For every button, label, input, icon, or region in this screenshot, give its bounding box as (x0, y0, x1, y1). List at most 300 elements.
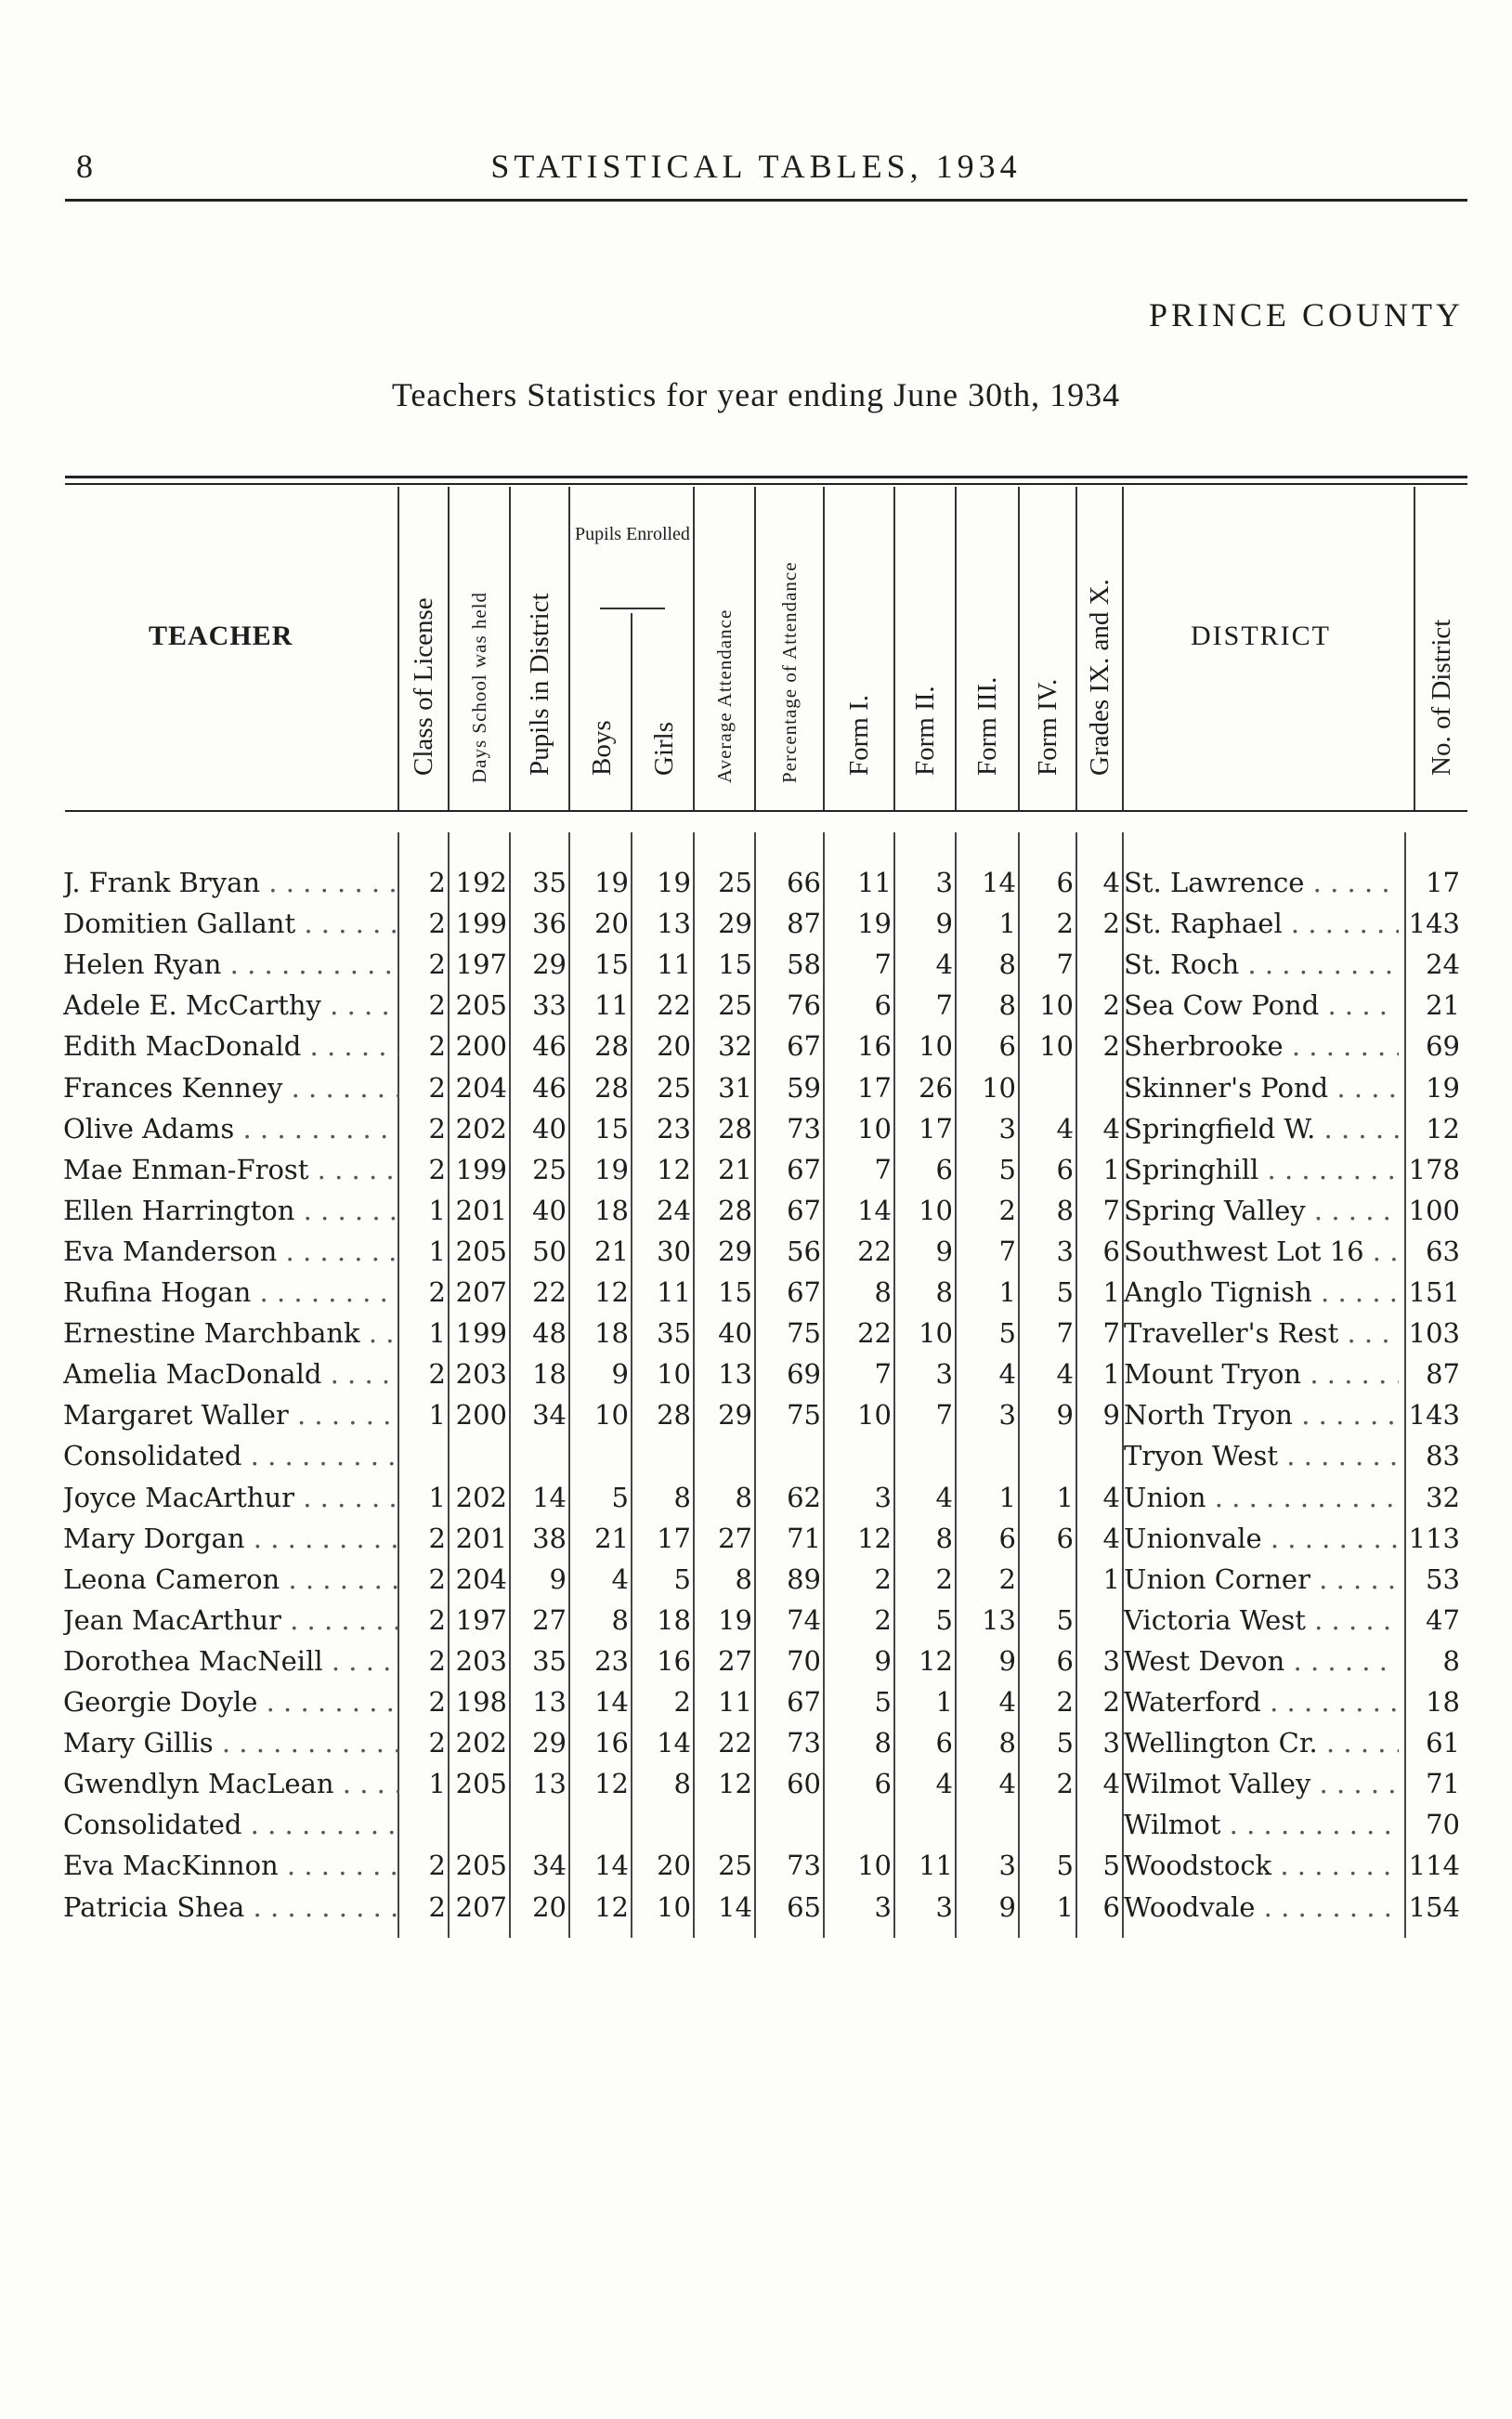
form4-cell: 4 (1056, 1112, 1074, 1144)
form1-cell: 17 (857, 1071, 892, 1104)
teacher-name-cell: Consolidated . . . (63, 1804, 399, 1845)
district-name-cell: Wilmot Valley . . . (1124, 1763, 1399, 1804)
girls-cell: 23 (657, 1112, 691, 1144)
grades-cell: 2 (1102, 1686, 1120, 1718)
form1-cell: 22 (857, 1317, 892, 1350)
boys-cell: 16 (594, 1727, 629, 1759)
girls-cell: 8 (673, 1768, 691, 1800)
form3-cell: 5 (998, 1317, 1016, 1350)
district-name-cell: Springfield W. . . . (1124, 1108, 1399, 1149)
boys-cell: 18 (594, 1317, 629, 1350)
grades-cell: 4 (1102, 867, 1120, 898)
girls-cell: 14 (657, 1727, 691, 1759)
boys-cell: 21 (594, 1235, 629, 1267)
form4-cell: 9 (1056, 1399, 1074, 1432)
teacher-name-cell: Georgie Doyle . . . (63, 1681, 399, 1722)
table-top-rule (65, 476, 1467, 478)
license-column-header: Class of License (398, 487, 448, 810)
days-cell: 199 (455, 1317, 507, 1350)
teacher-name-cell: Frances Kenney . . . (63, 1067, 399, 1108)
grades-cell: 1 (1102, 1153, 1120, 1185)
district-name-cell: Victoria West . . . (1124, 1600, 1399, 1641)
teacher-name-cell: Helen Ryan . . . (63, 944, 399, 985)
table-row (0, 1353, 1512, 1394)
district-number-cell: 71 (1426, 1768, 1460, 1800)
percentage-cell: 67 (787, 1276, 821, 1308)
table-row (0, 1067, 1512, 1108)
table-row (0, 1272, 1512, 1313)
license-cell: 2 (428, 989, 446, 1022)
district-name-cell: Woodstock . . . (1124, 1845, 1399, 1886)
district-name-cell: Unionvale . . . (1124, 1518, 1399, 1559)
district-name-cell: Waterford . . . (1124, 1681, 1399, 1722)
district-number-column-header: No. of District (1414, 487, 1467, 810)
pupils-cell: 36 (532, 908, 567, 940)
average-attendance-cell: 19 (718, 1603, 752, 1636)
boys-cell: 10 (594, 1399, 629, 1432)
percentage-cell: 65 (787, 1890, 821, 1923)
teacher-name-cell: Ernestine Marchbank . . . (63, 1313, 399, 1353)
form3-cell: 1 (998, 1481, 1016, 1513)
pupils-cell: 46 (532, 1030, 567, 1063)
table-row (0, 1722, 1512, 1763)
pupils-cell: 48 (532, 1317, 567, 1350)
pupils-cell: 13 (532, 1686, 567, 1718)
form4-column-header: Form IV. (1018, 487, 1075, 810)
form4-cell: 6 (1056, 1153, 1074, 1185)
form3-cell: 6 (998, 1030, 1016, 1063)
district-number-cell: 19 (1426, 1071, 1460, 1104)
form2-cell: 10 (919, 1030, 953, 1063)
average-attendance-cell: 8 (735, 1563, 752, 1595)
district-name-cell: Southwest Lot 16 . . . (1124, 1231, 1399, 1272)
form2-cell: 9 (935, 908, 953, 940)
form3-cell: 9 (998, 1890, 1016, 1923)
form2-cell: 10 (919, 1317, 953, 1350)
table-row (0, 1026, 1512, 1066)
district-number-cell: 12 (1426, 1112, 1460, 1144)
percentage-cell: 76 (787, 989, 821, 1022)
table-row (0, 1804, 1512, 1845)
pupils-cell: 14 (532, 1481, 567, 1513)
form3-cell: 8 (998, 989, 1016, 1022)
pupils-cell: 33 (532, 989, 567, 1022)
district-number-cell: 151 (1408, 1276, 1460, 1308)
form4-cell: 10 (1039, 989, 1074, 1022)
teacher-name-cell: Rufina Hogan . . . (63, 1272, 399, 1313)
days-cell: 202 (455, 1481, 507, 1513)
days-cell: 202 (455, 1727, 507, 1759)
district-name-cell: St. Roch . . . (1124, 944, 1399, 985)
form3-cell: 2 (998, 1563, 1016, 1595)
form2-cell: 8 (935, 1276, 953, 1308)
district-name-cell: Tryon West . . . (1124, 1435, 1399, 1476)
county-heading: PRINCE COUNTY (1148, 296, 1464, 333)
license-cell: 1 (428, 1194, 446, 1226)
form4-cell: 2 (1056, 1768, 1074, 1800)
pupils-cell: 34 (532, 1399, 567, 1432)
district-number-cell: 53 (1426, 1563, 1460, 1595)
table-row (0, 1149, 1512, 1190)
percentage-cell: 87 (787, 908, 821, 940)
days-column-header: Days School was held (448, 487, 509, 810)
district-number-cell: 63 (1426, 1235, 1460, 1267)
pupils-cell: 25 (532, 1153, 567, 1185)
girls-cell: 24 (657, 1194, 691, 1226)
percentage-cell: 73 (787, 1112, 821, 1144)
grades-cell: 3 (1102, 1644, 1120, 1677)
average-attendance-cell: 13 (718, 1358, 752, 1391)
girls-cell: 5 (673, 1563, 691, 1595)
teacher-name-cell: Mary Gillis . . . (63, 1722, 399, 1763)
grades-cell: 1 (1102, 1358, 1120, 1391)
girls-cell: 18 (657, 1603, 691, 1636)
license-cell: 2 (428, 1603, 446, 1636)
form1-cell: 19 (857, 908, 892, 940)
district-name-cell: Mount Tryon . . . (1124, 1353, 1399, 1394)
form1-cell: 7 (874, 1358, 892, 1391)
district-number-cell: 8 (1442, 1644, 1460, 1677)
form1-cell: 9 (874, 1644, 892, 1677)
average-attendance-cell: 29 (718, 1399, 752, 1432)
boys-cell: 20 (594, 908, 629, 940)
form1-cell: 7 (874, 1153, 892, 1185)
district-number-cell: 103 (1408, 1317, 1460, 1350)
average-attendance-cell: 28 (718, 1194, 752, 1226)
district-number-cell: 61 (1426, 1727, 1460, 1759)
days-cell: 204 (455, 1071, 507, 1104)
license-cell: 2 (428, 908, 446, 940)
days-cell: 205 (455, 1768, 507, 1800)
days-cell: 203 (455, 1358, 507, 1391)
days-cell: 197 (455, 948, 507, 981)
average-attendance-cell: 11 (718, 1686, 752, 1718)
table-row (0, 1681, 1512, 1722)
girls-cell: 25 (657, 1071, 691, 1104)
form2-cell: 4 (935, 1481, 953, 1513)
boys-cell: 14 (594, 1686, 629, 1718)
form3-cell: 1 (998, 908, 1016, 940)
form3-cell: 4 (998, 1768, 1016, 1800)
days-cell: 204 (455, 1563, 507, 1595)
teacher-name-cell: Dorothea MacNeill . . . (63, 1641, 399, 1681)
form2-cell: 1 (935, 1686, 953, 1718)
grades-cell: 4 (1102, 1522, 1120, 1554)
form2-cell: 7 (935, 989, 953, 1022)
boys-cell: 28 (594, 1030, 629, 1063)
form2-cell: 2 (935, 1563, 953, 1595)
district-name-cell: Wellington Cr. . . . (1124, 1722, 1399, 1763)
days-cell: 201 (455, 1522, 507, 1554)
pupils-cell: 27 (532, 1603, 567, 1636)
days-cell: 202 (455, 1112, 507, 1144)
form1-cell: 8 (874, 1276, 892, 1308)
district-name-cell: Union Corner . . . (1124, 1559, 1399, 1600)
table-row (0, 1887, 1512, 1928)
grades-cell: 1 (1102, 1563, 1120, 1595)
grades-cell: 2 (1102, 1030, 1120, 1063)
district-number-cell: 69 (1426, 1030, 1460, 1063)
form1-column-header: Form I. (823, 487, 893, 810)
boys-cell: 12 (594, 1768, 629, 1800)
district-number-cell: 21 (1426, 989, 1460, 1022)
form2-cell: 4 (935, 948, 953, 981)
page-number: 8 (76, 148, 93, 185)
district-number-cell: 143 (1408, 908, 1460, 940)
percentage-cell: 66 (787, 867, 821, 898)
days-cell: 205 (455, 1235, 507, 1267)
percentage-cell: 73 (787, 1727, 821, 1759)
percentage-attendance-column-header: Percentage of Attendance (754, 487, 823, 810)
average-attendance-cell: 29 (718, 908, 752, 940)
pupils-cell: 18 (532, 1358, 567, 1391)
girls-cell: 8 (673, 1481, 691, 1513)
teacher-name-cell: Domitien Gallant . . . (63, 903, 399, 944)
days-cell: 205 (455, 1850, 507, 1882)
average-attendance-cell: 29 (718, 1235, 752, 1267)
boys-cell: 15 (594, 1112, 629, 1144)
boys-cell: 4 (611, 1563, 629, 1595)
table-row (0, 1600, 1512, 1641)
grades-column-header: Grades IX. and X. (1075, 487, 1122, 810)
average-attendance-cell: 25 (718, 989, 752, 1022)
district-number-cell: 18 (1426, 1686, 1460, 1718)
girls-cell: 11 (657, 1276, 691, 1308)
boys-cell: 23 (594, 1644, 629, 1677)
form4-cell: 7 (1056, 948, 1074, 981)
license-cell: 1 (428, 1768, 446, 1800)
form1-cell: 11 (857, 867, 892, 898)
teacher-name-cell: Gwendlyn MacLean . . . (63, 1763, 399, 1804)
teacher-name-cell: Amelia MacDonald . . . (63, 1353, 399, 1394)
district-name-cell: Union . . . (1124, 1477, 1399, 1518)
days-cell: 197 (455, 1603, 507, 1636)
form2-cell: 12 (919, 1644, 953, 1677)
grades-cell: 4 (1102, 1768, 1120, 1800)
percentage-cell: 60 (787, 1768, 821, 1800)
form1-cell: 3 (874, 1481, 892, 1513)
boys-cell: 21 (594, 1522, 629, 1554)
license-cell: 2 (428, 1850, 446, 1882)
district-name-cell: West Devon . . . (1124, 1641, 1399, 1681)
teacher-name-cell: Edith MacDonald . . . (63, 1026, 399, 1066)
table-row (0, 1641, 1512, 1681)
girls-cell: 12 (657, 1153, 691, 1185)
form1-cell: 10 (857, 1112, 892, 1144)
days-cell: 198 (455, 1686, 507, 1718)
district-number-cell: 178 (1408, 1153, 1460, 1185)
grades-cell: 6 (1102, 1235, 1120, 1267)
form1-cell: 2 (874, 1563, 892, 1595)
boys-cell: 18 (594, 1194, 629, 1226)
table-row (0, 1108, 1512, 1149)
form3-cell: 2 (998, 1194, 1016, 1226)
form1-cell: 14 (857, 1194, 892, 1226)
girls-cell: 30 (657, 1235, 691, 1267)
form2-cell: 4 (935, 1768, 953, 1800)
average-attendance-cell: 27 (718, 1522, 752, 1554)
form1-cell: 5 (874, 1686, 892, 1718)
license-cell: 2 (428, 1358, 446, 1391)
grades-cell: 7 (1102, 1194, 1120, 1226)
table-row (0, 1435, 1512, 1476)
percentage-cell: 56 (787, 1235, 821, 1267)
average-attendance-cell: 12 (718, 1768, 752, 1800)
percentage-cell: 70 (787, 1644, 821, 1677)
percentage-cell: 67 (787, 1030, 821, 1063)
form4-cell: 10 (1039, 1030, 1074, 1063)
form3-cell: 6 (998, 1522, 1016, 1554)
district-number-cell: 70 (1426, 1809, 1460, 1841)
form3-cell: 13 (982, 1603, 1016, 1636)
table-row (0, 903, 1512, 944)
form2-column-header: Form II. (893, 487, 955, 810)
form4-cell: 1 (1056, 1890, 1074, 1923)
running-title: STATISTICAL TABLES, 1934 (490, 148, 1022, 185)
district-name-cell: Traveller's Rest . . . (1124, 1313, 1399, 1353)
form1-cell: 7 (874, 948, 892, 981)
form3-cell: 3 (998, 1112, 1016, 1144)
district-number-cell: 87 (1426, 1358, 1460, 1391)
percentage-cell: 67 (787, 1194, 821, 1226)
form4-cell: 4 (1056, 1358, 1074, 1391)
boys-cell: 19 (594, 867, 629, 898)
table-row (0, 985, 1512, 1026)
form3-cell: 8 (998, 948, 1016, 981)
pupils-cell: 13 (532, 1768, 567, 1800)
teacher-name-cell: Mary Dorgan . . . (63, 1518, 399, 1559)
form4-cell: 8 (1056, 1194, 1074, 1226)
days-cell: 200 (455, 1030, 507, 1063)
pupils-cell: 35 (532, 867, 567, 898)
days-cell: 199 (455, 1153, 507, 1185)
table-caption: Teachers Statistics for year ending June 30th, 1934 (391, 376, 1121, 413)
license-cell: 2 (428, 1112, 446, 1144)
days-cell: 192 (455, 867, 507, 898)
girls-cell: 17 (657, 1522, 691, 1554)
form1-cell: 16 (857, 1030, 892, 1063)
percentage-cell: 75 (787, 1399, 821, 1432)
grades-cell: 2 (1102, 989, 1120, 1022)
teacher-name-cell: Ellen Harrington . . . (63, 1190, 399, 1231)
form2-cell: 3 (935, 1890, 953, 1923)
girls-cell: 28 (657, 1399, 691, 1432)
average-attendance-cell: 32 (718, 1030, 752, 1063)
form2-cell: 6 (935, 1727, 953, 1759)
district-number-cell: 32 (1426, 1481, 1460, 1513)
license-cell: 1 (428, 1481, 446, 1513)
girls-cell: 2 (673, 1686, 691, 1718)
form1-cell: 10 (857, 1850, 892, 1882)
grades-cell: 7 (1102, 1317, 1120, 1350)
table-top-rule-double (65, 483, 1467, 485)
pupils-cell: 35 (532, 1644, 567, 1677)
percentage-cell: 62 (787, 1481, 821, 1513)
form3-column-header: Form III. (955, 487, 1018, 810)
license-cell: 2 (428, 1522, 446, 1554)
table-row (0, 1313, 1512, 1353)
district-number-cell: 83 (1426, 1440, 1460, 1472)
percentage-cell: 69 (787, 1358, 821, 1391)
grades-cell: 4 (1102, 1481, 1120, 1513)
average-attendance-cell: 28 (718, 1112, 752, 1144)
average-attendance-cell: 25 (718, 867, 752, 898)
license-cell: 1 (428, 1235, 446, 1267)
boys-cell: 9 (611, 1358, 629, 1391)
teacher-name-cell: Eva Manderson . . . (63, 1231, 399, 1272)
percentage-cell: 73 (787, 1850, 821, 1882)
district-number-cell: 143 (1408, 1399, 1460, 1432)
form2-cell: 6 (935, 1153, 953, 1185)
table-row (0, 1845, 1512, 1886)
form4-cell: 6 (1056, 1644, 1074, 1677)
form4-cell: 7 (1056, 1317, 1074, 1350)
girls-cell: 13 (657, 908, 691, 940)
days-cell: 203 (455, 1644, 507, 1677)
percentage-cell: 71 (787, 1522, 821, 1554)
average-attendance-cell: 8 (735, 1481, 752, 1513)
form2-cell: 7 (935, 1399, 953, 1432)
table-row (0, 862, 1512, 903)
grades-cell: 4 (1102, 1112, 1120, 1144)
pupils-cell: 20 (532, 1890, 567, 1923)
pupils-enrolled-group-header: Pupils Enrolled (568, 487, 693, 810)
form3-cell: 4 (998, 1358, 1016, 1391)
table-row (0, 1763, 1512, 1804)
district-name-cell: North Tryon . . . (1124, 1394, 1399, 1435)
days-cell: 201 (455, 1194, 507, 1226)
district-number-cell: 113 (1408, 1522, 1460, 1554)
average-attendance-cell: 40 (718, 1317, 752, 1350)
average-attendance-cell: 15 (718, 1276, 752, 1308)
pupils-cell: 29 (532, 948, 567, 981)
girls-cell: 20 (657, 1850, 691, 1882)
average-attendance-cell: 31 (718, 1071, 752, 1104)
form4-cell: 5 (1056, 1603, 1074, 1636)
district-number-cell: 47 (1426, 1603, 1460, 1636)
average-attendance-cell: 14 (718, 1890, 752, 1923)
days-cell: 200 (455, 1399, 507, 1432)
percentage-cell: 74 (787, 1603, 821, 1636)
district-name-cell: St. Lawrence . . . (1124, 862, 1399, 903)
grades-cell: 5 (1102, 1850, 1120, 1882)
form2-cell: 17 (919, 1112, 953, 1144)
district-name-cell: Springhill . . . (1124, 1149, 1399, 1190)
percentage-cell: 58 (787, 948, 821, 981)
teacher-name-cell: Adele E. McCarthy . . . (63, 985, 399, 1026)
average-attendance-cell: 21 (718, 1153, 752, 1185)
pupils-cell: 22 (532, 1276, 567, 1308)
table-row (0, 944, 1512, 985)
pupils-district-column-header: Pupils in District (509, 487, 568, 810)
form3-cell: 14 (982, 867, 1016, 898)
district-number-cell: 24 (1426, 948, 1460, 981)
grades-cell: 6 (1102, 1890, 1120, 1923)
table-row (0, 1518, 1512, 1559)
form4-cell: 1 (1056, 1481, 1074, 1513)
license-cell: 2 (428, 1276, 446, 1308)
license-cell: 2 (428, 1030, 446, 1063)
table-row (0, 1190, 1512, 1231)
district-name-cell: Woodvale . . . (1124, 1887, 1399, 1928)
district-name-cell: Anglo Tignish . . . (1124, 1272, 1399, 1313)
pupils-cell: 50 (532, 1235, 567, 1267)
days-cell: 205 (455, 989, 507, 1022)
form2-cell: 26 (919, 1071, 953, 1104)
form2-cell: 8 (935, 1522, 953, 1554)
form4-cell: 3 (1056, 1235, 1074, 1267)
form3-cell: 3 (998, 1850, 1016, 1882)
